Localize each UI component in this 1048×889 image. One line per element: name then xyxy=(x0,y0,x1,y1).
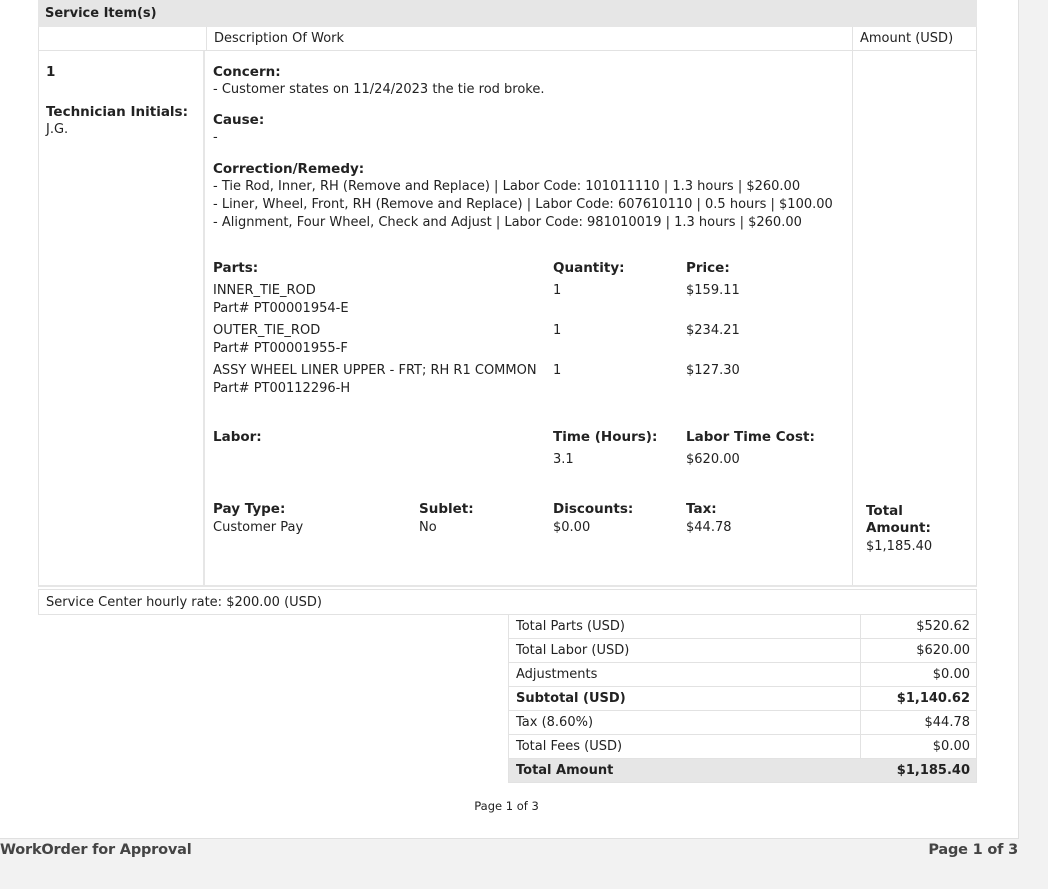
pay-type-label: Pay Type: xyxy=(213,501,286,517)
part-quantity: 1 xyxy=(553,283,562,298)
totals-row xyxy=(508,687,977,711)
item-amount-column xyxy=(852,51,976,585)
labor-time-label: Time (Hours): xyxy=(553,429,658,445)
description-column-header: Description Of Work xyxy=(206,27,853,50)
totals-label: Tax (8.60%) xyxy=(516,715,594,730)
totals-value: $0.00 xyxy=(932,667,970,682)
discounts-label: Discounts: xyxy=(553,501,634,517)
totals-label: Total Amount xyxy=(516,763,614,778)
totals-value: $1,185.40 xyxy=(896,763,970,778)
totals-value: $0.00 xyxy=(932,739,970,754)
totals-row xyxy=(508,663,977,687)
totals-label: Adjustments xyxy=(516,667,598,682)
item-info-column xyxy=(39,51,205,585)
tax-value: $44.78 xyxy=(686,520,732,535)
tax-label: Tax: xyxy=(686,501,717,517)
totals-table xyxy=(508,615,977,783)
part-quantity: 1 xyxy=(553,323,562,338)
totals-row xyxy=(508,639,977,663)
sublet-label: Sublet: xyxy=(419,501,474,517)
correction-line: - Alignment, Four Wheel, Check and Adjust | Labor Code: 981010019 | 1.3 hours | $260.00 xyxy=(213,215,802,230)
part-name: INNER_TIE_ROD xyxy=(213,283,316,298)
totals-row xyxy=(508,711,977,735)
part-quantity: 1 xyxy=(553,363,562,378)
correction-label: Correction/Remedy: xyxy=(213,161,365,177)
discounts-value: $0.00 xyxy=(553,520,591,535)
labor-cost-label: Labor Time Cost: xyxy=(686,429,815,445)
totals-value: $44.78 xyxy=(924,715,970,730)
item-number: 1 xyxy=(46,64,56,80)
concern-text: - Customer states on 11/24/2023 the tie rod broke. xyxy=(213,82,545,97)
correction-line: - Liner, Wheel, Front, RH (Remove and Replace) | Labor Code: 607610110 | 0.5 hours | $100.00 xyxy=(213,197,833,212)
part-name: ASSY WHEEL LINER UPPER - FRT; RH R1 COMMON xyxy=(213,363,537,378)
cause-label: Cause: xyxy=(213,112,265,128)
section-title: Service Item(s) xyxy=(38,0,977,27)
totals-row-grand-total xyxy=(508,759,977,783)
pay-type-value: Customer Pay xyxy=(213,520,304,535)
parts-header: Parts: xyxy=(213,260,259,276)
total-amount-value: $1,185.40 xyxy=(866,539,933,554)
service-item xyxy=(38,51,977,587)
technician-label: Technician Initials: xyxy=(46,104,188,120)
labor-label: Labor: xyxy=(213,429,262,445)
part-price: $234.21 xyxy=(686,323,740,338)
part-price: $159.11 xyxy=(686,283,740,298)
sublet-value: No xyxy=(419,520,437,535)
part-number: Part# PT00001954-E xyxy=(213,301,349,316)
part-number: Part# PT00001955-F xyxy=(213,341,348,356)
hourly-rate: Service Center hourly rate: $200.00 (USD) xyxy=(38,589,977,615)
total-amount-label: Amount: xyxy=(866,520,931,536)
correction-line: - Tie Rod, Inner, RH (Remove and Replace) | Labor Code: 101011110 | 1.3 hours | $260.00 xyxy=(213,179,801,194)
page-number: Page 1 of 3 xyxy=(474,799,539,813)
totals-label: Total Fees (USD) xyxy=(516,739,623,754)
labor-cost-value: $620.00 xyxy=(686,452,740,467)
part-name: OUTER_TIE_ROD xyxy=(213,323,321,338)
totals-label: Total Parts (USD) xyxy=(516,619,625,634)
labor-time-value: 3.1 xyxy=(553,452,574,467)
concern-label: Concern: xyxy=(213,64,281,80)
footer-title: WorkOrder for Approval xyxy=(0,842,192,858)
price-header: Price: xyxy=(686,260,730,276)
column-header-row xyxy=(38,27,977,51)
part-number: Part# PT00112296-H xyxy=(213,381,351,396)
totals-value: $1,140.62 xyxy=(896,691,970,706)
totals-label: Total Labor (USD) xyxy=(516,643,630,658)
part-price: $127.30 xyxy=(686,363,740,378)
totals-row xyxy=(508,615,977,639)
totals-value: $520.62 xyxy=(916,619,970,634)
total-amount-label: Total xyxy=(866,503,903,519)
totals-row xyxy=(508,735,977,759)
totals-value: $620.00 xyxy=(916,643,970,658)
technician-initials: J.G. xyxy=(46,122,69,137)
cause-text: - xyxy=(213,130,218,145)
amount-column-header: Amount (USD) xyxy=(860,31,954,46)
footer-page-number: Page 1 of 3 xyxy=(928,842,1018,858)
quantity-header: Quantity: xyxy=(553,260,625,276)
totals-label: Subtotal (USD) xyxy=(516,691,626,706)
